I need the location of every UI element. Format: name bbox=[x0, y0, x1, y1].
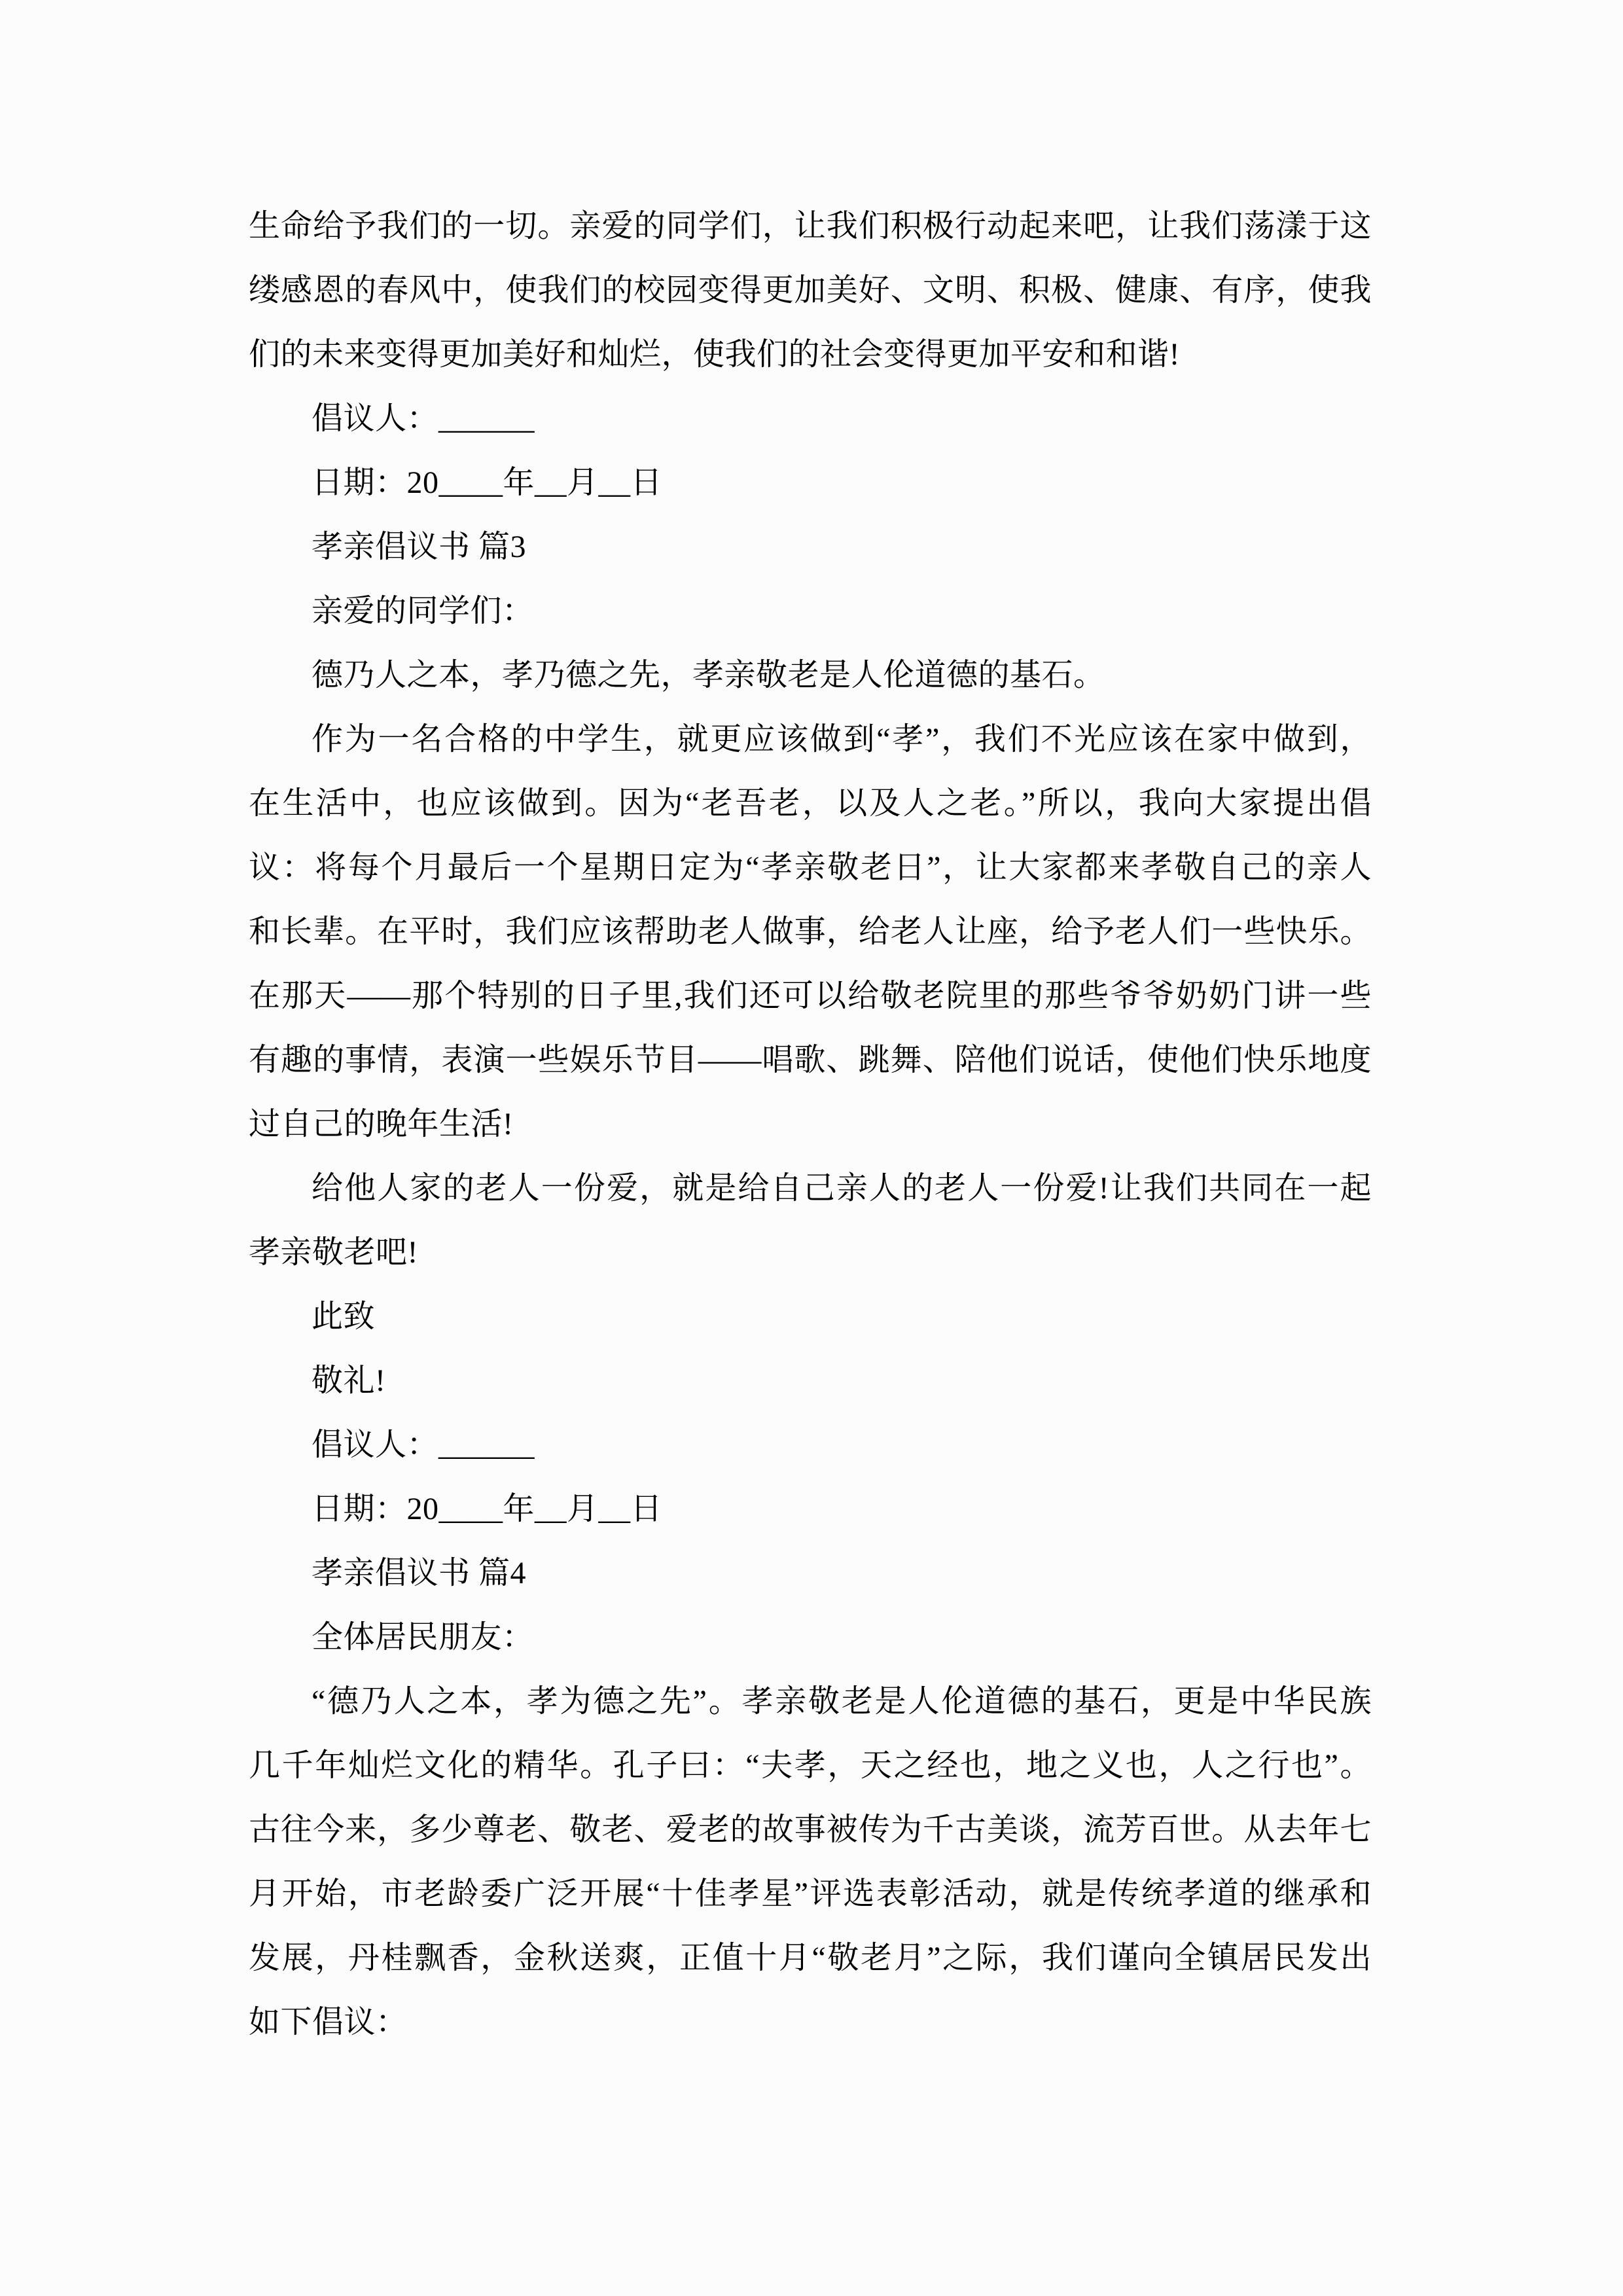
text-line: 倡议人：______ bbox=[312, 401, 535, 436]
text-line: “德乃人之本，孝为德之先”。孝亲敬老是人伦道德的基石，更是中华民族 bbox=[312, 1684, 1372, 1719]
text-line: 有趣的事情，表演一些娱乐节目——唱歌、跳舞、陪他们说话，使他们快乐地度 bbox=[249, 1043, 1372, 1077]
text-line: 议：将每个月最后一个星期日定为“孝亲敬老日”，让大家都来孝敬自己的亲人 bbox=[249, 850, 1372, 885]
text-line: 敬礼! bbox=[312, 1363, 386, 1398]
text-line: 在那天——那个特别的日子里,我们还可以给敬老院里的那些爷爷奶奶门讲一些 bbox=[249, 978, 1372, 1013]
text-line: 日期：20____年__月__日 bbox=[312, 465, 663, 500]
text-line: 全体居民朋友： bbox=[312, 1620, 534, 1655]
text-line: 此致 bbox=[312, 1299, 376, 1334]
text-line: 过自己的晚年生活! bbox=[249, 1107, 514, 1141]
text-line: 孝亲倡议书 篇4 bbox=[312, 1556, 527, 1590]
document-text-body bbox=[249, 194, 1372, 2054]
text-line: 发展，丹桂飘香，金秋送爽，正值十月“敬老月”之际，我们谨向全镇居民发出 bbox=[249, 1941, 1372, 1975]
text-line: 生命给予我们的一切。亲爱的同学们，让我们积极行动起来吧，让我们荡漾于这 bbox=[249, 209, 1372, 243]
text-line: 亲爱的同学们： bbox=[312, 594, 534, 628]
text-line: 古往今来，多少尊老、敬老、爱老的故事被传为千古美谈，流芳百世。从去年七 bbox=[249, 1812, 1372, 1847]
text-line: 日期：20____年__月__日 bbox=[312, 1492, 663, 1526]
text-line: 给他人家的老人一份爱，就是给自己亲人的老人一份爱!让我们共同在一起 bbox=[312, 1171, 1372, 1206]
text-line: 德乃人之本，孝乃德之先，孝亲敬老是人伦道德的基石。 bbox=[312, 658, 1105, 692]
text-line: 孝亲敬老吧! bbox=[249, 1235, 418, 1270]
text-line: 和长辈。在平时，我们应该帮助老人做事，给老人让座，给予老人们一些快乐。 bbox=[249, 914, 1372, 949]
text-line: 们的未来变得更加美好和灿烂，使我们的社会变得更加平安和和谐! bbox=[249, 337, 1180, 372]
text-line: 月开始，市老龄委广泛开展“十佳孝星”评选表彰活动，就是传统孝道的继承和 bbox=[249, 1876, 1372, 1911]
text-line: 作为一名合格的中学生，就更应该做到“孝”，我们不光应该在家中做到， bbox=[312, 722, 1372, 757]
text-line: 倡议人：______ bbox=[312, 1427, 535, 1462]
text-line: 几千年灿烂文化的精华。孔子曰：“夫孝，天之经也，地之义也，人之行也”。 bbox=[249, 1748, 1372, 1783]
text-line: 孝亲倡议书 篇3 bbox=[312, 529, 527, 564]
text-line: 在生活中，也应该做到。因为“老吾老，以及人之老。”所以，我向大家提出倡 bbox=[249, 786, 1372, 821]
text-line: 如下倡议： bbox=[249, 2005, 408, 2039]
text-line: 缕感恩的春风中，使我们的校园变得更加美好、文明、积极、健康、有序，使我 bbox=[249, 273, 1372, 308]
